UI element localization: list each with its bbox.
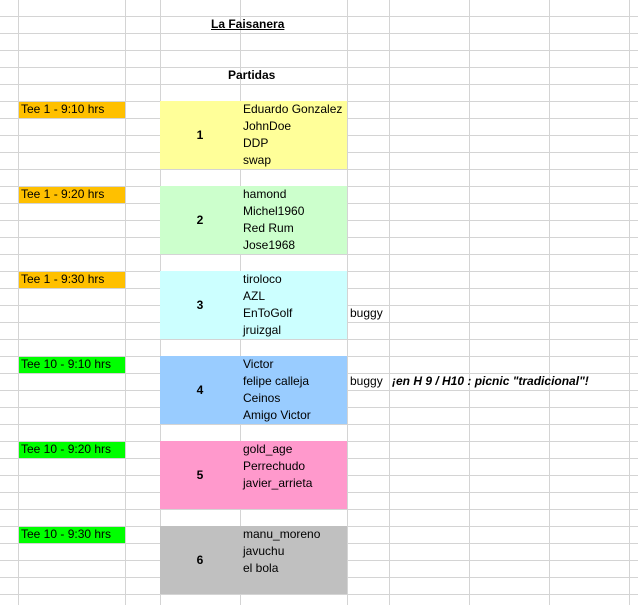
player-name: tiroloco — [243, 272, 282, 286]
group-number-5: 5 — [196, 468, 204, 482]
grid-row-line — [0, 254, 638, 255]
player-name: Red Rum — [243, 221, 294, 235]
grid-row-line — [0, 594, 638, 595]
grid-column-line — [629, 0, 630, 605]
player-name: Amigo Victor — [243, 408, 311, 422]
player-name: JohnDoe — [243, 119, 292, 133]
player-name: gold_age — [243, 442, 293, 456]
grid-column-line — [469, 0, 470, 605]
player-name: el bola — [243, 561, 279, 575]
grid-column-line — [18, 0, 19, 605]
player-name: felipe calleja — [243, 374, 310, 388]
tee-label-3: Tee 1 - 9:30 hrs — [21, 272, 105, 286]
player-name: Victor — [243, 357, 274, 371]
grid-column-line — [389, 0, 390, 605]
player-name: Eduardo Gonzalez — [243, 102, 343, 116]
player-name: Jose1968 — [243, 238, 296, 252]
tee-label-4: Tee 10 - 9:10 hrs — [21, 357, 112, 371]
player-name: jruizgal — [243, 323, 282, 337]
buggy-note-group-4: buggy — [350, 374, 383, 388]
player-name: javier_arrieta — [243, 476, 313, 490]
picnic-note: ¡en H 9 / H10 : picnic "tradicional"! — [392, 374, 589, 388]
grid-row-line — [0, 509, 638, 510]
player-name: Perrechudo — [243, 459, 306, 473]
grid-column-line — [125, 0, 126, 605]
grid-row-line — [0, 16, 638, 17]
grid-row-line — [0, 339, 638, 340]
grid-row-line — [0, 84, 638, 85]
player-name: swap — [243, 153, 272, 167]
grid-column-line — [347, 0, 348, 605]
tee-label-5: Tee 10 - 9:20 hrs — [21, 442, 112, 456]
grid-row-line — [0, 50, 638, 51]
player-name: Ceinos — [243, 391, 281, 405]
player-name: AZL — [243, 289, 266, 303]
player-name: hamond — [243, 187, 287, 201]
player-name: manu_moreno — [243, 527, 321, 541]
group-number-3: 3 — [196, 298, 204, 312]
buggy-note-group-3: buggy — [350, 306, 383, 320]
group-number-2: 2 — [196, 213, 204, 227]
sheet-subtitle: Partidas — [228, 68, 276, 82]
player-name: DDP — [243, 136, 269, 150]
grid-row-line — [0, 169, 638, 170]
tee-label-6: Tee 10 - 9:30 hrs — [21, 527, 112, 541]
tee-label-2: Tee 1 - 9:20 hrs — [21, 187, 105, 201]
grid-row-line — [0, 424, 638, 425]
player-name: javuchu — [243, 544, 285, 558]
group-number-4: 4 — [196, 383, 204, 397]
sheet-title: La Faisanera — [211, 17, 285, 31]
player-name: EnToGolf — [243, 306, 293, 320]
grid-row-line — [0, 67, 638, 68]
group-number-6: 6 — [196, 553, 204, 567]
group-number-1: 1 — [196, 128, 204, 142]
grid-column-line — [549, 0, 550, 605]
grid-row-line — [0, 33, 638, 34]
player-name: Michel1960 — [243, 204, 305, 218]
tee-label-1: Tee 1 - 9:10 hrs — [21, 102, 105, 116]
